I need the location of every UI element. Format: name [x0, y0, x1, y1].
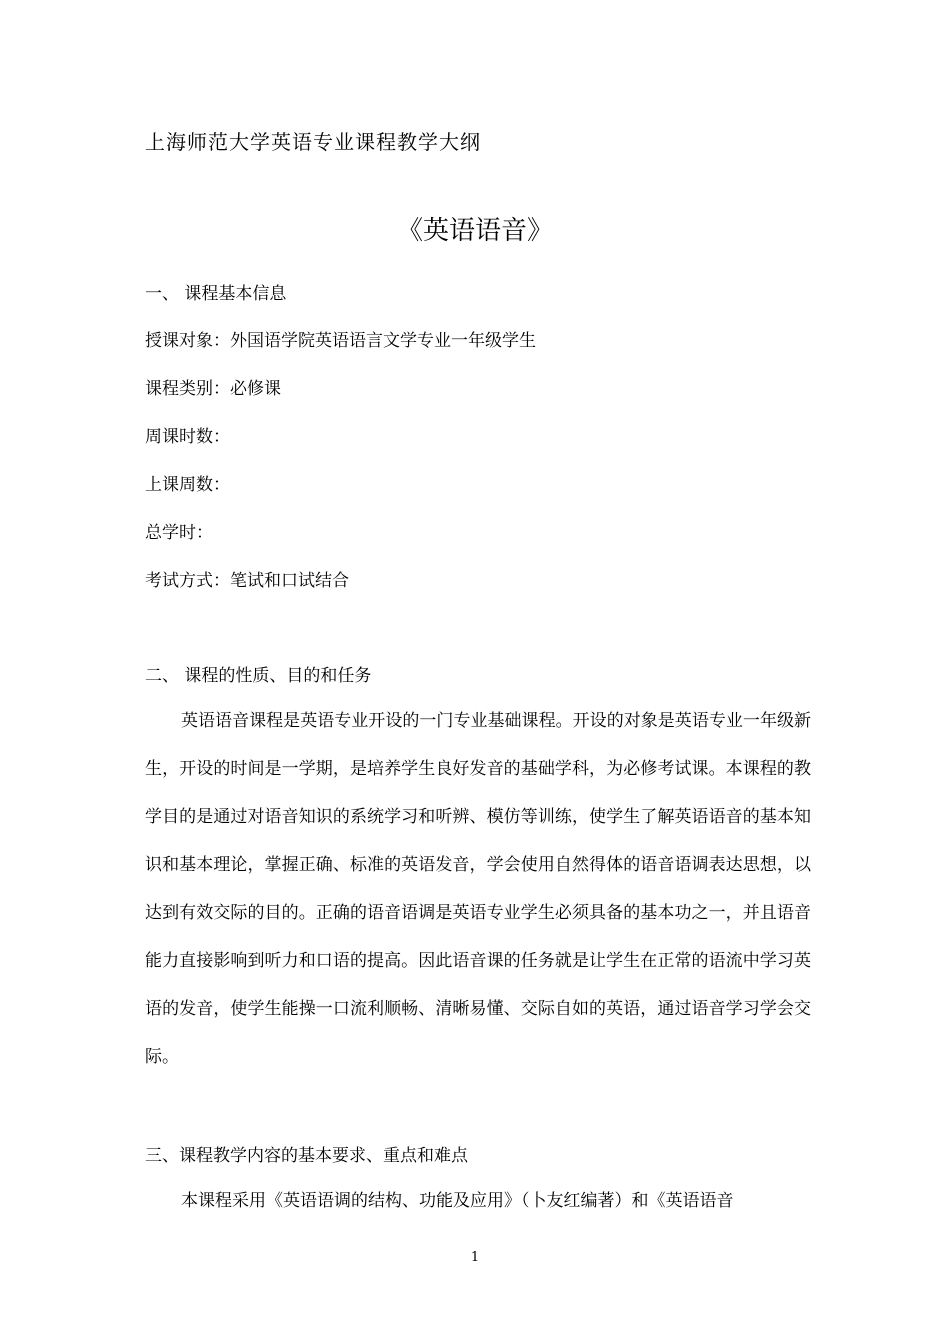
field-weekly-hours: 周课时数： — [145, 427, 230, 447]
section1-heading: 一、 课程基本信息 — [145, 284, 287, 304]
section2-heading: 二、 课程的性质、目的和任务 — [145, 666, 372, 686]
field-audience: 授课对象：外国语学院英语语言文学专业一年级学生 — [145, 331, 536, 351]
document-title: 上海师范大学英语专业课程教学大纲 — [145, 130, 481, 154]
field-category: 课程类别：必修课 — [145, 379, 281, 399]
course-title: 《英语语音》 — [396, 216, 553, 246]
field-exam-method: 考试方式：笔试和口试结合 — [145, 571, 349, 591]
section3-heading: 三、课程教学内容的基本要求、重点和难点 — [145, 1146, 468, 1166]
section3-paragraph: 本课程采用《英语语调的结构、功能及应用》（卜友红编著）和《英语语音 — [181, 1191, 734, 1211]
field-total-hours: 总学时： — [145, 523, 213, 543]
field-weeks: 上课周数： — [145, 475, 230, 495]
page-number: 1 — [470, 1250, 480, 1265]
section2-paragraph: 英语语音课程是英语专业开设的一门专业基础课程。开设的对象是英语专业一年级新生，开设的时间是一学期，是培养学生良好发音的基础学科，为必修考试课。本课程的教学目的是通过对语音知识的系统学习和听辨、模仿等训练，使学生了解英语语音的基本知识和基本理论，掌握正确、标准的英语发音，学会使用自然得体的语音语调表达思想，以达到有效交际的目的。正确的语音语调是英语专业学生必须具备的基本功之一，并且语音能力直接影响到听力和口语的提高。因此语音课的任务就是让学生在正常的语流中学习英语的发音，使学生能操一口流利顺畅、清晰易懂、交际自如的英语，通过语音学习学会交际。 — [145, 711, 811, 1067]
